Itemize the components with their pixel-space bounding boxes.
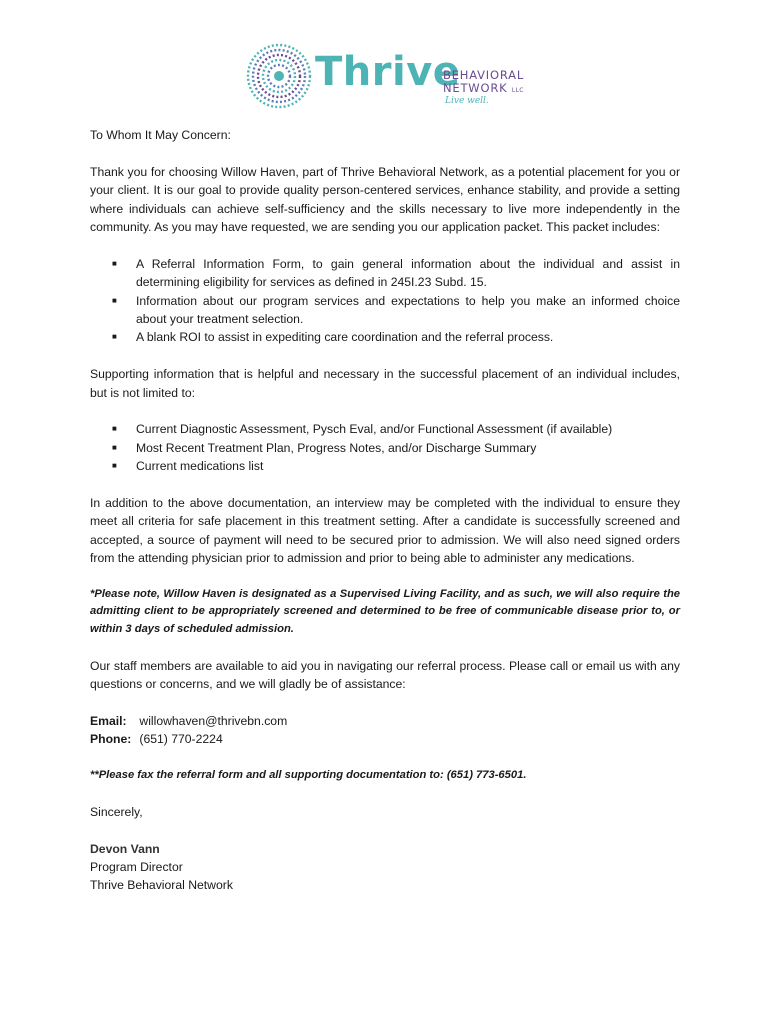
logo-network: NETWORK [443, 81, 508, 95]
signer-name: Devon Vann [90, 841, 160, 856]
supporting-list [90, 420, 680, 475]
list-item [90, 420, 680, 438]
logo-tagline: Live well. [445, 96, 489, 106]
logo-brand-word: Thrive [315, 49, 461, 95]
list-item-text: A blank ROI to assist in expediting care coordination and the referral process. [136, 330, 554, 345]
bullet-icon: ■ [112, 295, 117, 305]
list-item-text: Most Recent Treatment Plan, Progress Notes, and/or Discharge Summary [136, 440, 537, 455]
list-item [90, 439, 680, 457]
email-address[interactable]: willowhaven@thrivebn.com [139, 713, 288, 728]
facility-note: *Please note, Willow Haven is designated as a Supervised Living Facility, and as such, we will also require the admitting client to be appropriately screened and determined to be free of communicable disease prior to, or within 3 days of scheduled admission. [90, 588, 680, 635]
list-item-text: Current Diagnostic Assessment, Pysch Eval, and/or Functional Assessment (if available) [136, 422, 613, 437]
list-item-text: A Referral Information Form, to gain general information about the individual and assist in determining eligibility for services as defined in 245I.23 Subd. 15. [136, 256, 680, 290]
list-item [90, 255, 680, 292]
signer-org: Thrive Behavioral Network [90, 878, 233, 893]
logo-spiral-icon [245, 42, 313, 110]
phone-number[interactable]: (651) 770-2224 [139, 732, 223, 747]
list-item [90, 328, 680, 346]
email-label: Email: [90, 713, 127, 728]
closing: Sincerely, [90, 804, 143, 819]
staff-paragraph: Our staff members are available to aid you in navigating our referral process. Please call or email us with any questions or concerns, and we will gladly be of assistance: [90, 658, 680, 692]
signer-title: Program Director [90, 860, 183, 875]
letter-body [90, 126, 680, 895]
documentation-paragraph: In addition to the above documentation, an interview may be completed with the individual to ensure they meet all criteria for safe placement in this treatment setting. After a candidate is successfully screened and accepted, a source of payment will need to be secured prior to admission. We will also need signed orders from the attending physician prior to admission and prior to being able to administer any medications. [90, 496, 680, 566]
list-item-text: Information about our program services and expectations to help you make an informed choice about your treatment selection. [136, 293, 680, 327]
list-item [90, 292, 680, 329]
list-item-text: Current medications list [136, 459, 264, 474]
intro-paragraph: Thank you for choosing Willow Haven, part of Thrive Behavioral Network, as a potential placement for you or your client. It is our goal to provide quality person-centered services, enhance stability, and provide a setting where individuals can achieve self-sufficiency and the skills necessary to live more independently in the community. As you may have requested, we are sending you our application packet. This packet includes: [90, 164, 680, 235]
fax-note: **Please fax the referral form and all supporting documentation to: (651) 773-6501. [90, 769, 527, 782]
phone-line [90, 730, 680, 748]
email-line [90, 712, 680, 730]
list-item [90, 457, 680, 475]
bullet-icon: ■ [112, 442, 117, 452]
logo-line1: BEHAVIORAL [443, 68, 525, 82]
salutation: To Whom It May Concern: [90, 128, 231, 142]
bullet-icon: ■ [112, 332, 117, 342]
supporting-intro: Supporting information that is helpful and necessary in the successful placement of an individual includes, but is not limited to: [90, 367, 680, 400]
bullet-icon: ■ [112, 461, 117, 471]
company-logo [245, 42, 545, 114]
bullet-icon: ■ [112, 424, 117, 434]
bullet-icon: ■ [112, 258, 117, 268]
packet-list [90, 255, 680, 347]
phone-label: Phone: [90, 732, 132, 747]
logo-llc: LLC [511, 87, 524, 94]
